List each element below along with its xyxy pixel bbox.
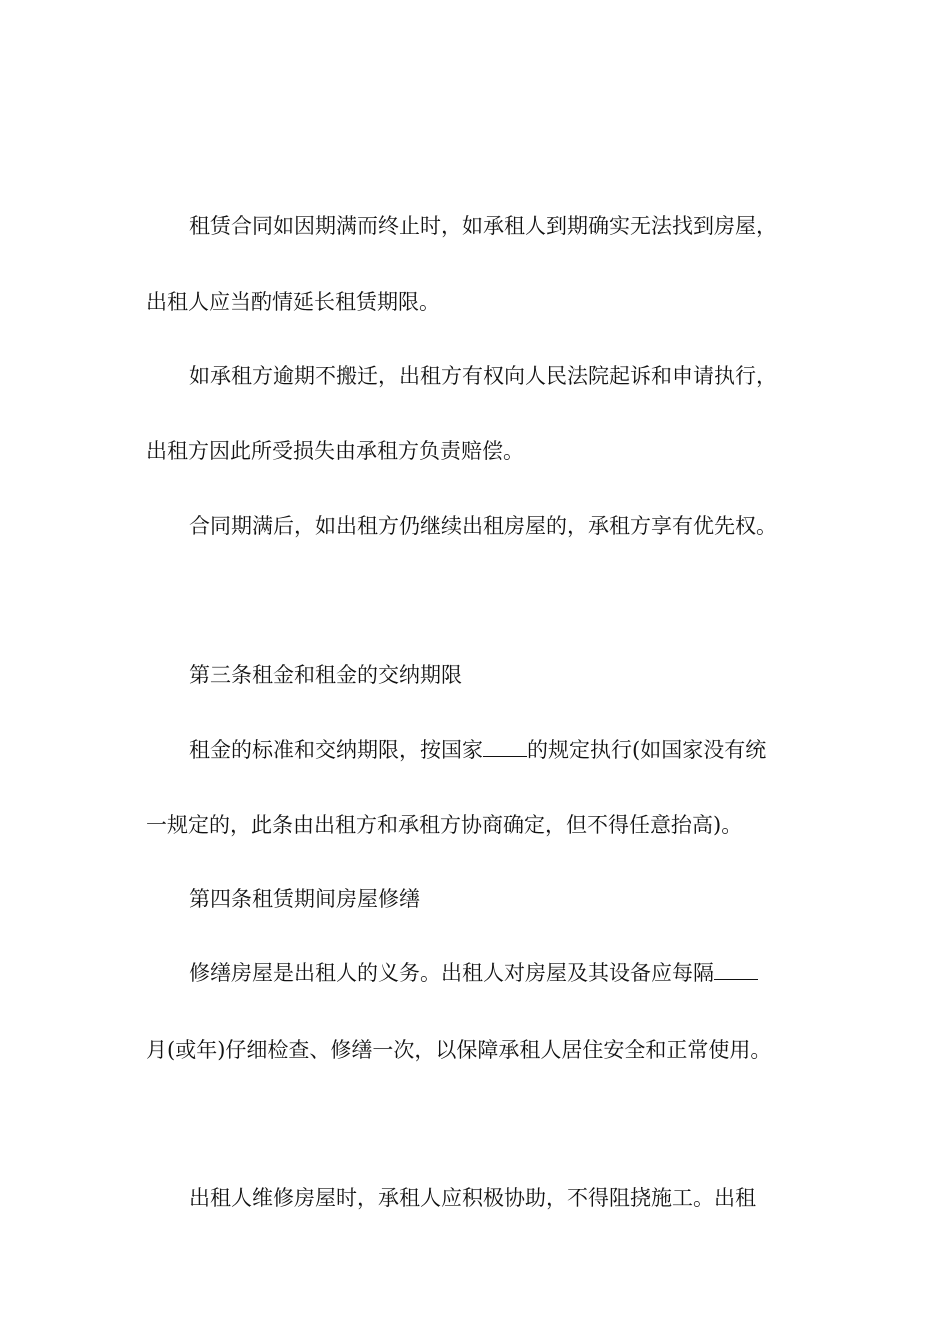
- paragraph-repair-cooperation-line-1: 出租人维修房屋时，承租人应积极协助，不得阻挠施工。出租: [189, 1186, 756, 1210]
- paragraph-overdue-line-1: 如承租方逾期不搬迁，出租方有权向人民法院起诉和申请执行，: [189, 364, 777, 388]
- paragraph-rent-standard-line-1: [189, 736, 766, 764]
- paragraph-priority-right: 合同期满后，如出租方仍继续出租房屋的，承租方享有优先权。: [189, 514, 777, 538]
- rent-standard-text-after-blank: 的规定执行(如国家没有统: [527, 738, 767, 762]
- paragraph-lease-termination-line-1: 租赁合同如因期满而终止时，如承租人到期确实无法找到房屋，: [189, 214, 777, 238]
- fill-in-blank: [483, 738, 527, 757]
- paragraph-overdue-line-2: 出租方因此所受损失由承租方负责赔偿。: [146, 439, 524, 463]
- paragraph-lease-termination-line-2: 出租人应当酌情延长租赁期限。: [146, 290, 440, 314]
- fill-in-blank: [714, 961, 758, 980]
- paragraph-repair-line-1: [189, 959, 758, 987]
- section-heading-article-3: 第三条租金和租金的交纳期限: [189, 663, 462, 687]
- section-heading-article-4: 第四条租赁期间房屋修缮: [189, 887, 420, 911]
- paragraph-repair-line-2: 月(或年)仔细检查、修缮一次，以保障承租人居住安全和正常使用。: [146, 1038, 772, 1062]
- rent-standard-text-before-blank: 租金的标准和交纳期限，按国家: [189, 738, 483, 762]
- repair-text-before-blank: 修缮房屋是出租人的义务。出租人对房屋及其设备应每隔: [189, 961, 714, 985]
- paragraph-rent-standard-line-2: 一规定的，此条由出租方和承租方协商确定，但不得任意抬高)。: [146, 813, 743, 837]
